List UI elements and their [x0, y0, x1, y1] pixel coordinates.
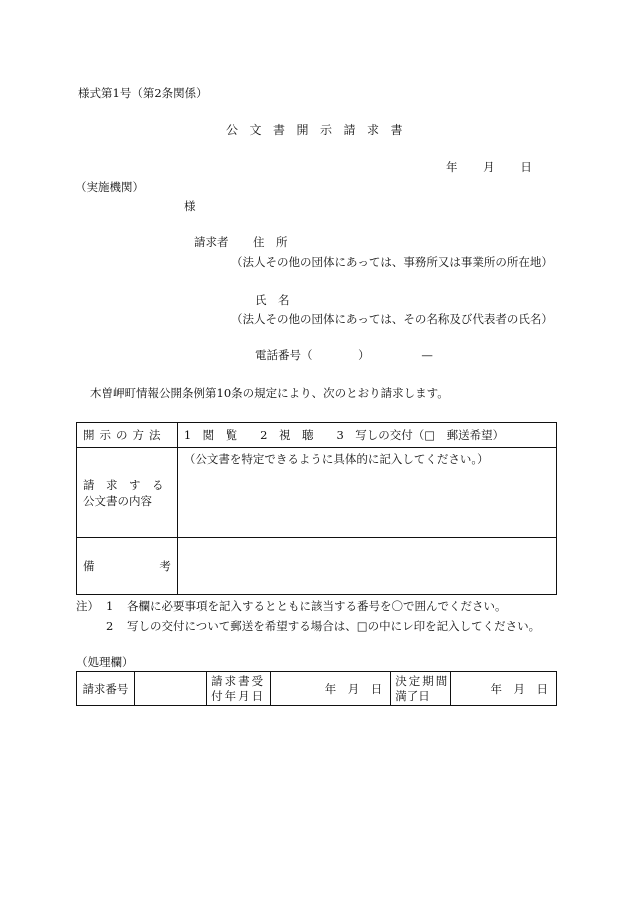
content-input-cell[interactable]	[177, 448, 556, 538]
decision-label-line1: 決定期間	[395, 673, 450, 688]
decision-value-cell[interactable]	[451, 672, 557, 706]
phone-dash: —	[421, 348, 433, 362]
decision-label-line2: 満了日	[395, 688, 430, 703]
address-label: 住 所	[253, 235, 288, 249]
requester-label: 請求者	[194, 235, 229, 249]
form-number: 様式第1号（第2条関係）	[78, 86, 208, 100]
note-num-1: 1	[106, 599, 114, 613]
received-date-value-cell[interactable]	[270, 672, 391, 706]
received-date-label-line2: 付年月日	[211, 688, 266, 703]
content-label-line2: 公文書の内容	[83, 493, 152, 508]
agency-label: （実施機関）	[75, 180, 144, 194]
note-text-1: 各欄に必要事項を記入するとともに該当する番号を〇で囲んでください。	[126, 599, 507, 613]
note-item-1	[106, 599, 506, 613]
request-number-label-cell	[77, 672, 135, 706]
received-date-label-line1: 請求書受	[211, 673, 266, 688]
date-month: 月	[483, 160, 495, 174]
method-label-cell	[77, 423, 178, 448]
decision-value: 年 月 日	[490, 681, 548, 696]
remarks-input-cell[interactable]	[177, 538, 556, 595]
notes-prefix: 注）	[76, 599, 99, 613]
date-year: 年	[446, 160, 458, 174]
note-num-2: 2	[106, 619, 114, 633]
method-label: 開示の方法	[83, 428, 166, 442]
name-note: （法人その他の団体にあっては、その名称及び代表者の氏名）	[231, 312, 553, 326]
request-table	[76, 422, 557, 595]
note-text-2: 写しの交付について郵送を希望する場合は、□の中にレ印を記入してください。	[126, 619, 541, 633]
address-note: （法人その他の団体にあっては、事務所又は事業所の所在地）	[231, 255, 553, 269]
request-number-label: 請求番号	[82, 681, 129, 696]
phone-line	[255, 348, 433, 362]
received-date-label-cell	[206, 672, 270, 706]
honorific: 様	[184, 199, 196, 213]
date-day: 日	[520, 160, 532, 174]
form-title: 公文書開示請求書	[226, 123, 415, 137]
method-options-cell[interactable]	[177, 423, 556, 448]
content-label-cell	[77, 448, 178, 538]
remarks-label: 備 考	[83, 559, 171, 573]
processing-table	[76, 671, 557, 706]
decision-label-cell	[391, 672, 451, 706]
phone-label: 電話番号（	[255, 348, 313, 362]
request-statement: 木曽岬町情報公開条例第10条の規定により、次のとおり請求します。	[90, 386, 449, 400]
processing-label: （処理欄）	[76, 655, 134, 669]
request-number-input[interactable]	[134, 672, 206, 706]
note-item-2	[106, 619, 540, 633]
phone-close: ）	[358, 348, 370, 362]
remarks-label-cell	[77, 538, 178, 595]
name-label: 氏 名	[255, 293, 290, 307]
content-hint: （公文書を特定できるように具体的に記入してください。）	[183, 452, 489, 466]
content-label-line1: 請 求 す る	[83, 477, 164, 492]
date-line	[446, 160, 532, 174]
method-options: 1 閲 覧 2 視 聴 3 写しの交付（□ 郵送希望）	[183, 428, 505, 442]
received-date-value: 年 月 日	[324, 681, 383, 696]
